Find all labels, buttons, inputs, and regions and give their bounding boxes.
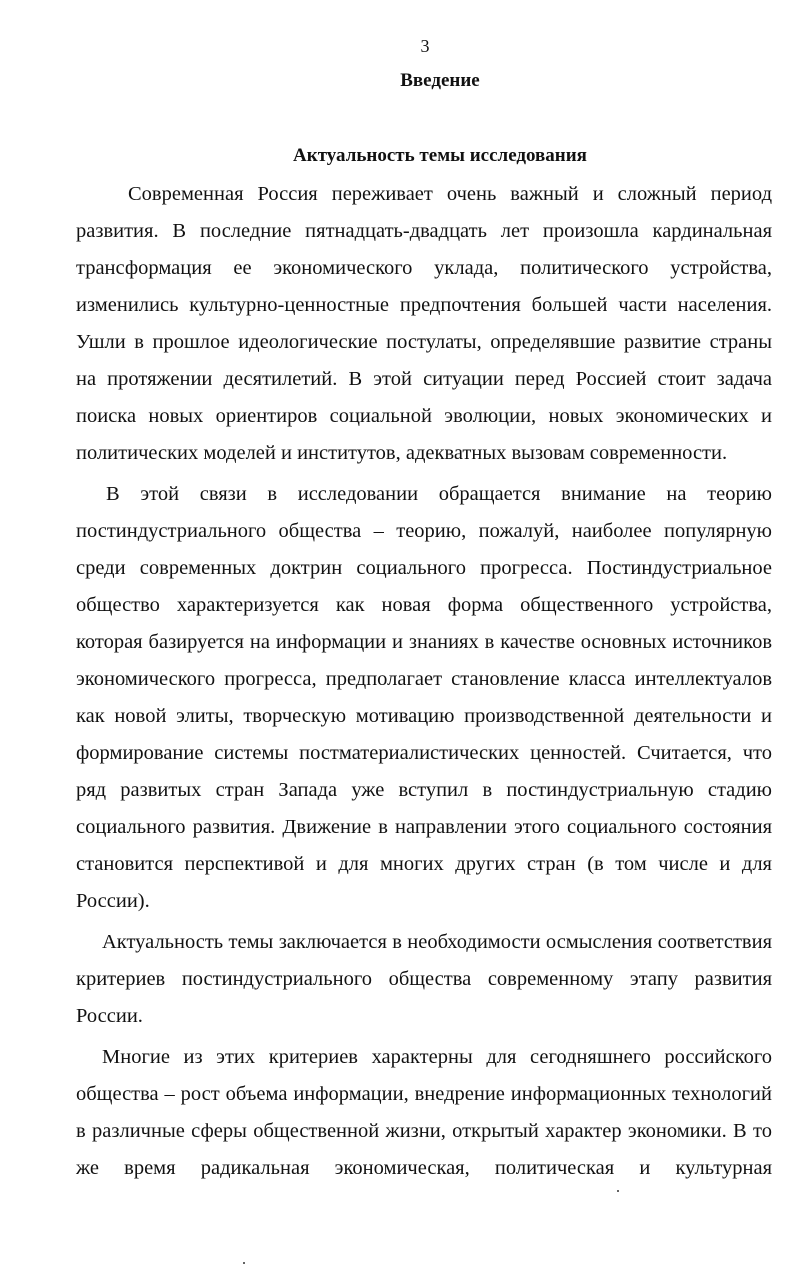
scan-speck xyxy=(617,1190,619,1192)
paragraph-4: Многие из этих критериев характерны для сегодняшнего российского общества – рост объема информации, внедрение информационных технологий в различные сферы общественной жизни, открытый характер экономики. В то же время радикальная экономическая, политическая и культурная xyxy=(76,1046,772,1179)
paragraph-1: Современная Россия переживает очень важный и сложный период развития. В последние пятнадцать-двадцать лет произошла кардинальная трансформация ее экономического уклада, политического устройства, изменились культурно-ценностные предпочтения большей части населения. Ушли в прошлое идеологические постулаты, определявшие развитие страны на протяжении десятилетий. В этой ситуации перед Россией стоит задача поиска новых ориентиров социальной эволюции, новых экономических и политических моделей и институтов, адекватных вызовам современности. xyxy=(76,183,772,464)
paragraph-3: Актуальность темы заключается в необходимости осмысления соответствия критериев постиндустриального общества современному этапу развития России. xyxy=(76,931,772,1027)
section-title: Введение xyxy=(400,70,480,91)
document-body xyxy=(76,176,772,1187)
scan-speck xyxy=(243,1262,245,1264)
paragraph-2: В этой связи в исследовании обращается внимание на теорию постиндустриального общества – теорию, пожалуй, наиболее популярную среди современных доктрин социального прогресса. Постиндустриальное общество характеризуется как новая форма общественного устройства, которая базируется на информации и знаниях в качестве основных источников экономического прогресса, предполагает становление класса интеллектуалов как новой элиты, творческую мотивацию производственной деятельности и формирование системы постматериалистических ценностей. Считается, что ряд развитых стран Запада уже вступил в постиндустриальную стадию социального развития. Движение в направлении этого социального состояния становится перспективой и для многих других стран (в том числе и для России). xyxy=(76,483,772,912)
subsection-title: Актуальность темы исследования xyxy=(293,145,587,166)
page-number: 3 xyxy=(420,36,430,56)
